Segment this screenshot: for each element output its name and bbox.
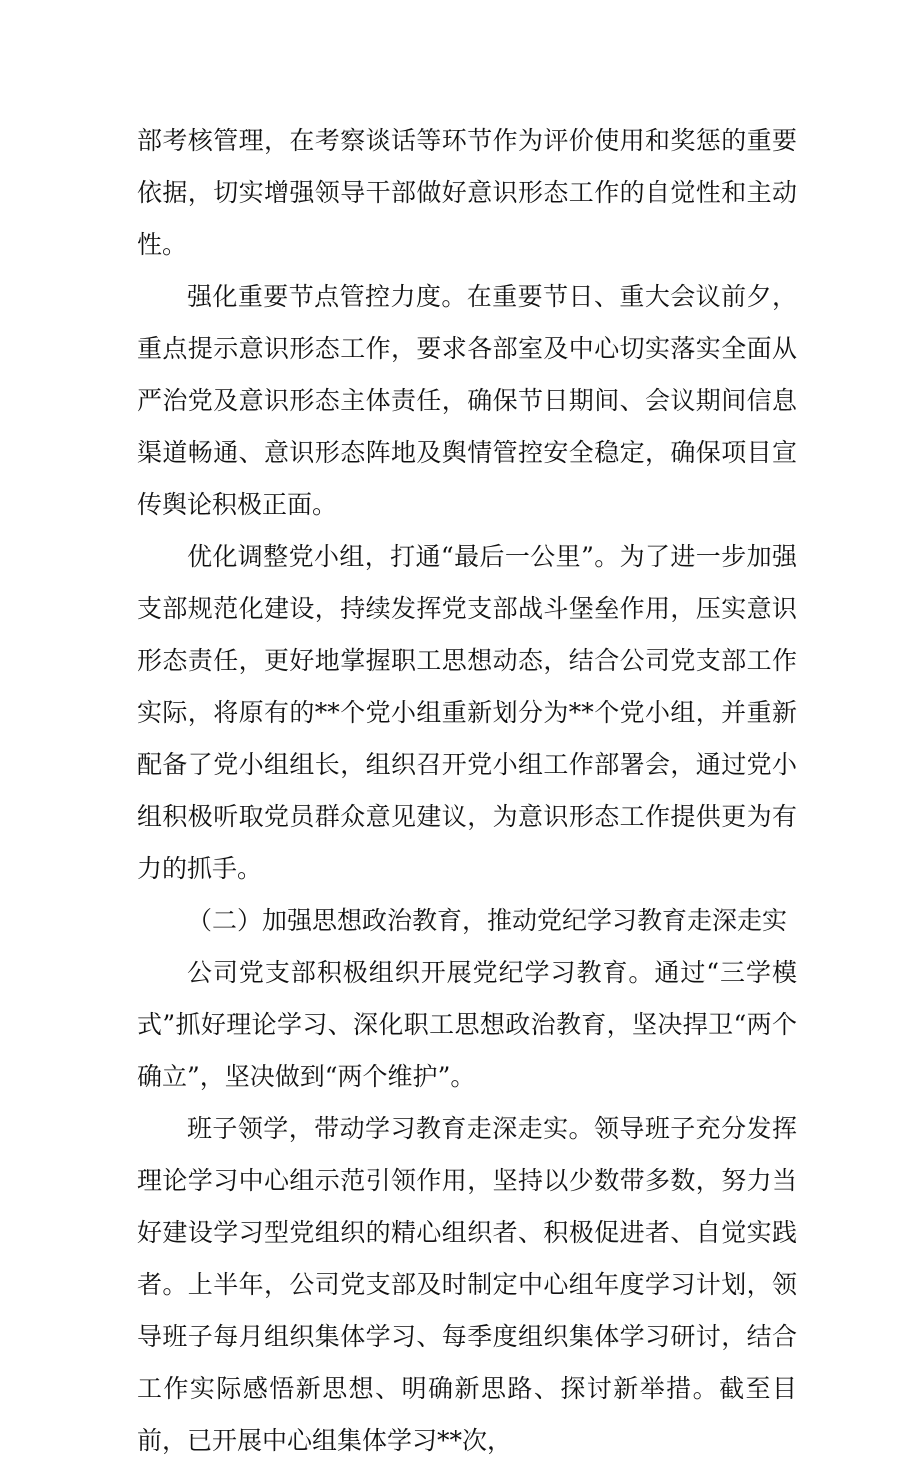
section-heading-ideological-education: （二）加强思想政治教育，推动党纪学习教育走深走实	[187, 906, 788, 935]
paragraph-assessment-continuation: 部考核管理，在考察谈话等环节作为评价使用和奖惩的重要依据，切实增强领导干部做好意识形态工作的自觉性和主动性。	[137, 126, 797, 259]
paragraph-party-group-adjustment: 优化调整党小组，打通“最后一公里”。为了进一步加强支部规范化建设，持续发挥党支部战斗堡垒作用，压实意识形态责任，更好地掌握职工思想动态，结合公司党支部工作实际，将原有的**个党小组重新划分为**个党小组，并重新配备了党小组组长，组织召开党小组工作部署会，通过党小组积极听取党员群众意见建议，为意识形态工作提供更为有力的抓手。	[137, 542, 797, 883]
paragraph-discipline-education: 公司党支部积极组织开展党纪学习教育。通过“三学模式”抓好理论学习、深化职工思想政治教育，坚决捍卫“两个确立”，坚决做到“两个维护”。	[137, 958, 797, 1091]
document-body	[137, 115, 797, 1467]
paragraph-leadership-study: 班子领学，带动学习教育走深走实。领导班子充分发挥理论学习中心组示范引领作用，坚持以少数带多数，努力当好建设学习型党组织的精心组织者、积极促进者、自觉实践者。上半年，公司党支部及时制定中心组年度学习计划，领导班子每月组织集体学习、每季度组织集体学习研讨，结合工作实际感悟新思想、明确新思路、探讨新举措。截至目前，已开展中心组集体学习**次，	[137, 1114, 797, 1455]
paragraph-key-node-control: 强化重要节点管控力度。在重要节日、重大会议前夕，重点提示意识形态工作，要求各部室及中心切实落实全面从严治党及意识形态主体责任，确保节日期间、会议期间信息渠道畅通、意识形态阵地及舆情管控安全稳定，确保项目宣传舆论积极正面。	[137, 282, 797, 519]
